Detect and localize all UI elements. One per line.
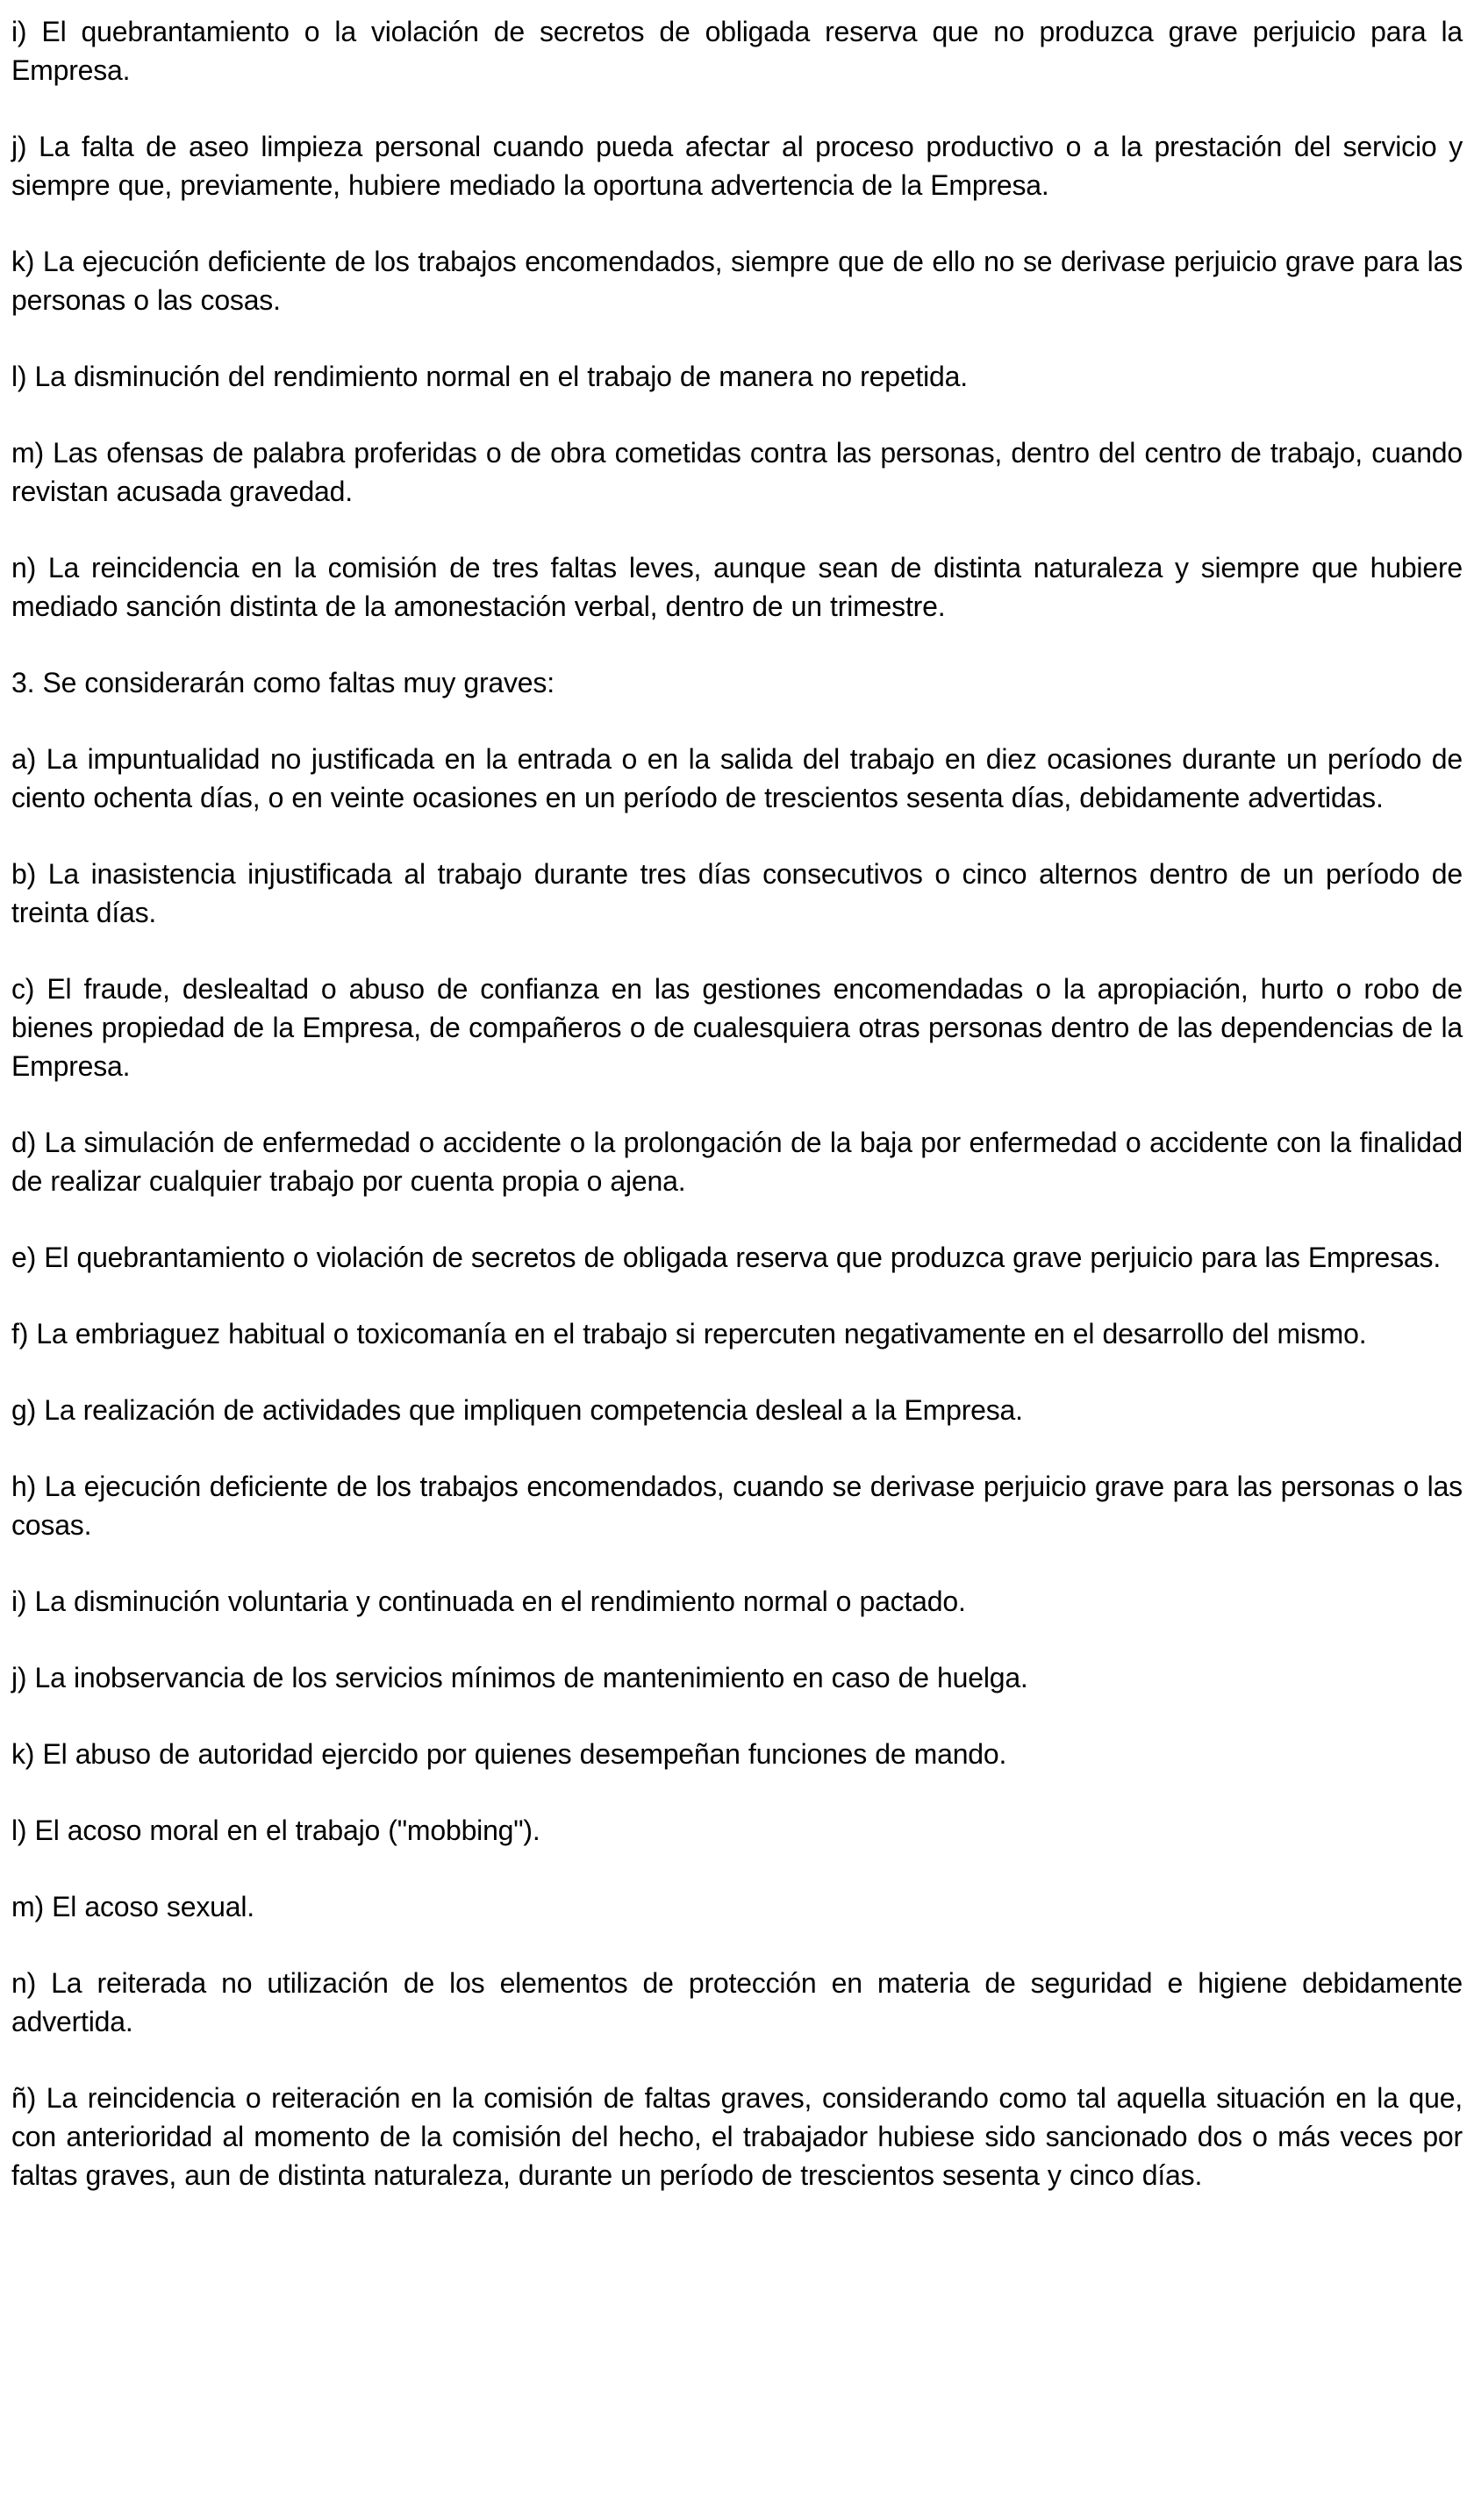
paragraph: m) Las ofensas de palabra proferidas o de obra cometidas contra las personas, dentro del centro de trabajo, cuando revistan acusada gravedad. (11, 437, 1463, 507)
paragraph: k) La ejecución deficiente de los trabajos encomendados, siempre que de ello no se derivase perjuicio grave para las personas o las cosas. (11, 246, 1463, 316)
paragraph: l) La disminución del rendimiento normal en el trabajo de manera no repetida. (11, 361, 968, 392)
paragraph: j) La inobservancia de los servicios mínimos de mantenimiento en caso de huelga. (11, 1662, 1028, 1693)
paragraph: j) La falta de aseo limpieza personal cuando pueda afectar al proceso productivo o a la prestación del servicio y siempre que, previamente, hubiere mediado la oportuna advertencia de la Empresa. (11, 131, 1463, 201)
paragraph: f) La embriaguez habitual o toxicomanía en el trabajo si repercuten negativamente en el desarrollo del mismo. (11, 1318, 1367, 1349)
paragraph: h) La ejecución deficiente de los trabajos encomendados, cuando se derivase perjuicio grave para las personas o las cosas. (11, 1471, 1463, 1541)
paragraph: n) La reincidencia en la comisión de tres faltas leves, aunque sean de distinta naturaleza y siempre que hubiere mediado sanción distinta de la amonestación verbal, dentro de un trimestre. (11, 552, 1463, 622)
paragraph: i) La disminución voluntaria y continuada en el rendimiento normal o pactado. (11, 1586, 966, 1617)
paragraph: ñ) La reincidencia o reiteración en la comisión de faltas graves, considerando como tal aquella situación en la que, con anterioridad al momento de la comisión del hecho, el trabajador hubiese sido sancionado dos o más veces por faltas graves, aun de distinta naturaleza, durante un período de trescientos sesenta y cinco días. (11, 2082, 1463, 2191)
paragraph: a) La impuntualidad no justificada en la entrada o en la salida del trabajo en diez ocasiones durante un período de ciento ochenta días, o en veinte ocasiones en un período de trescientos sesenta días, debidamente advertidas. (11, 743, 1463, 813)
paragraph: 3. Se considerarán como faltas muy graves: (11, 667, 555, 698)
paragraph: k) El abuso de autoridad ejercido por quienes desempeñan funciones de mando. (11, 1738, 1007, 1770)
paragraph: m) El acoso sexual. (11, 1891, 254, 1922)
paragraph: e) El quebrantamiento o violación de secretos de obligada reserva que produzca grave perjuicio para las Empresas. (11, 1242, 1442, 1273)
paragraph: l) El acoso moral en el trabajo ("mobbing"). (11, 1815, 540, 1846)
paragraph: i) El quebrantamiento o la violación de secretos de obligada reserva que no produzca grave perjuicio para la Empresa. (11, 16, 1463, 86)
paragraph: g) La realización de actividades que impliquen competencia desleal a la Empresa. (11, 1394, 1023, 1426)
paragraph: c) El fraude, deslealtad o abuso de confianza en las gestiones encomendadas o la apropiación, hurto o robo de bienes propiedad de la Empresa, de compañeros o de cualesquiera otras personas dentro de las dependencias de la Empresa. (11, 973, 1463, 1082)
paragraph: b) La inasistencia injustificada al trabajo durante tres días consecutivos o cinco alternos dentro de un período de treinta días. (11, 858, 1463, 928)
paragraph: d) La simulación de enfermedad o accidente o la prolongación de la baja por enfermedad o accidente con la finalidad de realizar cualquier trabajo por cuenta propia o ajena. (11, 1127, 1463, 1197)
paragraph: n) La reiterada no utilización de los elementos de protección en materia de seguridad e higiene debidamente advertida. (11, 1967, 1463, 2037)
